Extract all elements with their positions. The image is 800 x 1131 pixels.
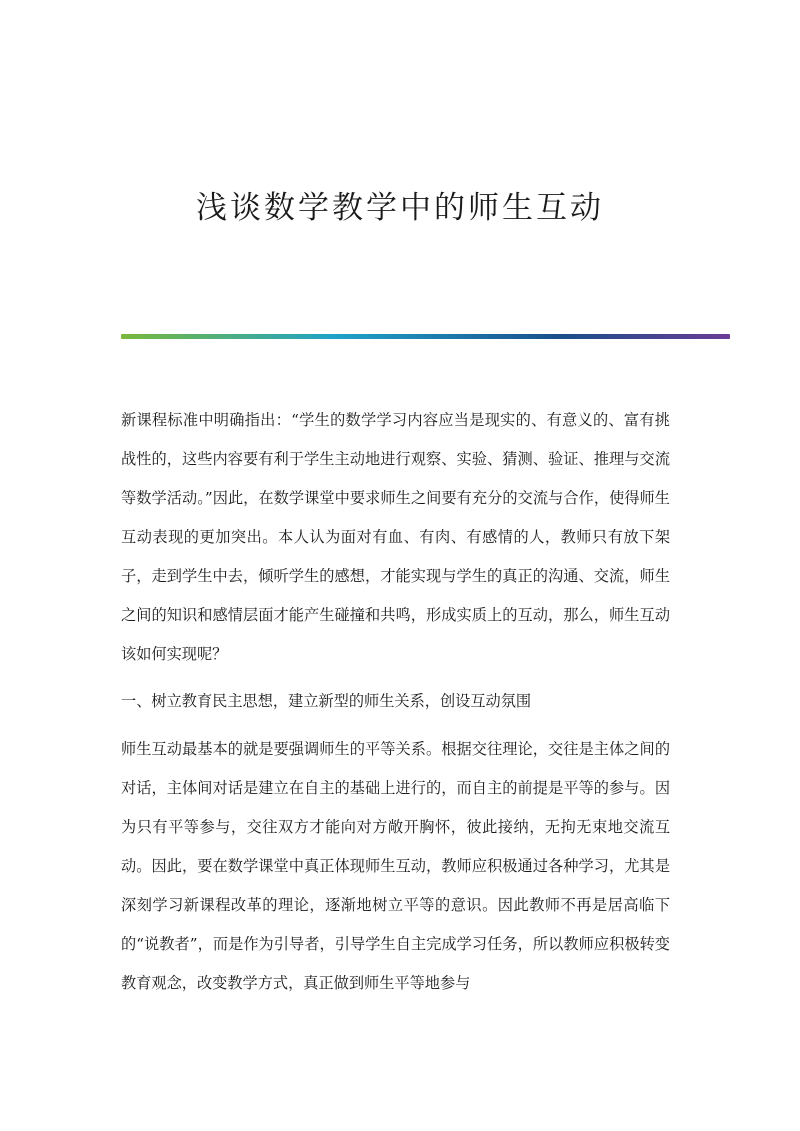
section-heading-1: 一、树立教育民主思想，建立新型的师生关系，创设互动氛围: [121, 692, 532, 710]
paragraph-intro: 新课程标准中明确指出：“学生的数学学习内容应当是现实的、有意义的、富有挑战性的，这些内容要有利于学生主动地进行观察、实验、猜测、验证、推理与交流等数学活动。”因此，在数学课堂中要求师生之间要有充分的交流与合作，使得师生互动表现的更加突出。本人认为面对有血、有肉、有感情的人，教师只有放下架子，走到学生中去，倾听学生的感想，才能实现与学生的真正的沟通、交流，师生之间的知识和感情层面才能产生碰撞和共鸣，形成实质上的互动，那么，师生互动该如何实现呢？: [121, 411, 670, 663]
paragraph-section-1: 师生互动最基本的就是要强调师生的平等关系。根据交往理论，交往是主体之间的对话，主体间对话是建立在自主的基础上进行的，而自主的前提是平等的参与。因为只有平等参与，交往双方才能向对方敞开胸怀，彼此接纳，无拘无束地交流互动。因此，要在数学课堂中真正体现师生互动，教师应积极通过各种学习，尤其是深刻学习新课程改革的理论，逐渐地树立平等的意识。因此教师不再是居高临下的“说教者”，而是作为引导者，引导学生自主完成学习任务，所以教师应积极转变教育观念，改变教学方式，真正做到师生平等地参与: [121, 740, 670, 992]
page-title: 浅谈数学教学中的师生互动: [196, 190, 604, 226]
title-divider: [121, 334, 730, 339]
document-body: [121, 401, 670, 1011]
